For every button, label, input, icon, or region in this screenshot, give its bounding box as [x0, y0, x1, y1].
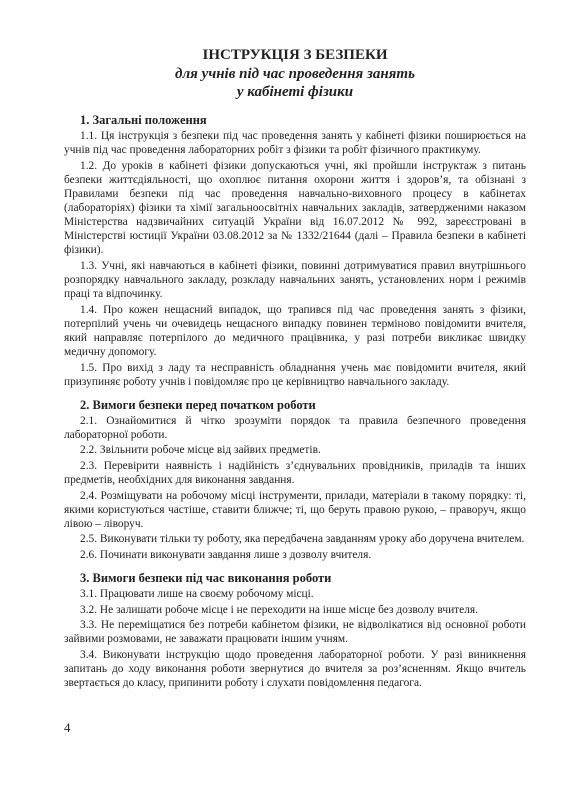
paragraph: 2.2. Звільнити робоче місце від зайвих предметів.: [80, 444, 321, 457]
section-general-provisions: [64, 113, 526, 389]
paragraph: 1.3. Учні, які навчаються в кабінеті фізики, повинні дотримуватися правил внутрішнього розпорядку навчального закладу, розкладу навчальних занять, установлених норм і режимів праці та відпочинку.: [64, 259, 526, 301]
paragraph: 3.3. Не переміщатися без потреби кабінетом фізики, не відволікатися від основної роботи зайвими розмовами, не заважати працювати іншим учням.: [64, 619, 526, 646]
paragraph: 3.4. Виконувати інструкцію щодо проведення лабораторної роботи. У разі виникнення запитань до ходу виконання роботи звернутися до вчителя за роз’ясненням. Якщо вчитель звертається до класу, припинити роботу і слухати повідомлення педагога.: [64, 649, 526, 690]
title-line-3: у кабінеті фізики: [236, 84, 354, 100]
paragraph: 3.1. Працювати лише на своєму робочому місці.: [80, 588, 314, 601]
title-line-1: ІНСТРУКЦІЯ З БЕЗПЕКИ: [202, 47, 388, 63]
section-during-work: [64, 571, 526, 690]
paragraph: 1.4. Про кожен нещасний випадок, що трапився під час проведення занять з фізики, потерпілий учень чи очевидець нещасного випадку повинен терміново повідомити вчителя, який направляє потерпілого до медичного працівника, у разі потреби викликає швидку медичну допомогу.: [64, 303, 526, 358]
paragraph: 2.3. Перевірити наявність і надійність з’єднувальних провідників, приладів та інших предметів, необхідних для виконання завдання.: [64, 459, 526, 487]
paragraph: 3.2. Не залишати робоче місце і не переходити на інше місце без дозволу вчителя.: [80, 603, 478, 616]
paragraph: 1.2. До уроків в кабінеті фізики допускаються учні, які пройшли інструктаж з питань безпеки життєдіяльності, що охоплює питання охорони життя і здоров’я, та обізнані з Правилами безпеки під час проведення навчально-виховного процесу в кабінетах (лабораторіях) фізики та хімії загальноосвітніх навчальних закладів, затвердженими наказом Міністерства надзвичайних ситуацій України від 16.07.2012 № 992, зареєстровані в Міністерстві юстиції України 03.08.2012 за № 1332/21644 (далі – Правила безпеки в кабінеті фізики).: [64, 159, 526, 257]
section-heading: 2. Вимоги безпеки перед початком роботи: [80, 397, 316, 412]
paragraph: 1.5. Про вихід з ладу та несправність обладнання учень має повідомити вчителя, який призупиняє роботу учнів і повідомляє про це керівництво навчального закладу.: [64, 361, 526, 388]
section-before-work: [64, 398, 526, 562]
page-number: 4: [64, 720, 71, 735]
section-heading: 3. Вимоги безпеки під час виконання роботи: [80, 571, 332, 586]
paragraph: 2.6. Починати виконувати завдання лише з дозволу вчителя.: [80, 549, 372, 562]
paragraph: 2.4. Розміщувати на робочому місці інструменти, прилади, матеріали в такому порядку: ті, якими користуються частіше, ставити ближче; ті, що беруть правою рукою, – праворуч, якщо лівою – ліворуч.: [64, 489, 526, 530]
document-page: [64, 46, 526, 690]
document-title: [64, 46, 526, 101]
title-line-2: для учнів під час проведення занять: [175, 66, 415, 82]
paragraph: 2.1. Ознайомитися й чітко зрозуміти порядок та правила безпечного проведення лабораторної роботи.: [64, 414, 526, 441]
paragraph: 1.1. Ця інструкція з безпеки під час проведення занять у кабінеті фізики поширюється на учнів під час проведення лабораторних робіт з фізики та робіт фізичного практикуму.: [64, 130, 526, 157]
section-heading: 1. Загальні положення: [80, 113, 207, 127]
paragraph: 2.5. Виконувати тільки ту роботу, яка передбачена завданням уроку або доручена вчителем.: [80, 533, 525, 546]
